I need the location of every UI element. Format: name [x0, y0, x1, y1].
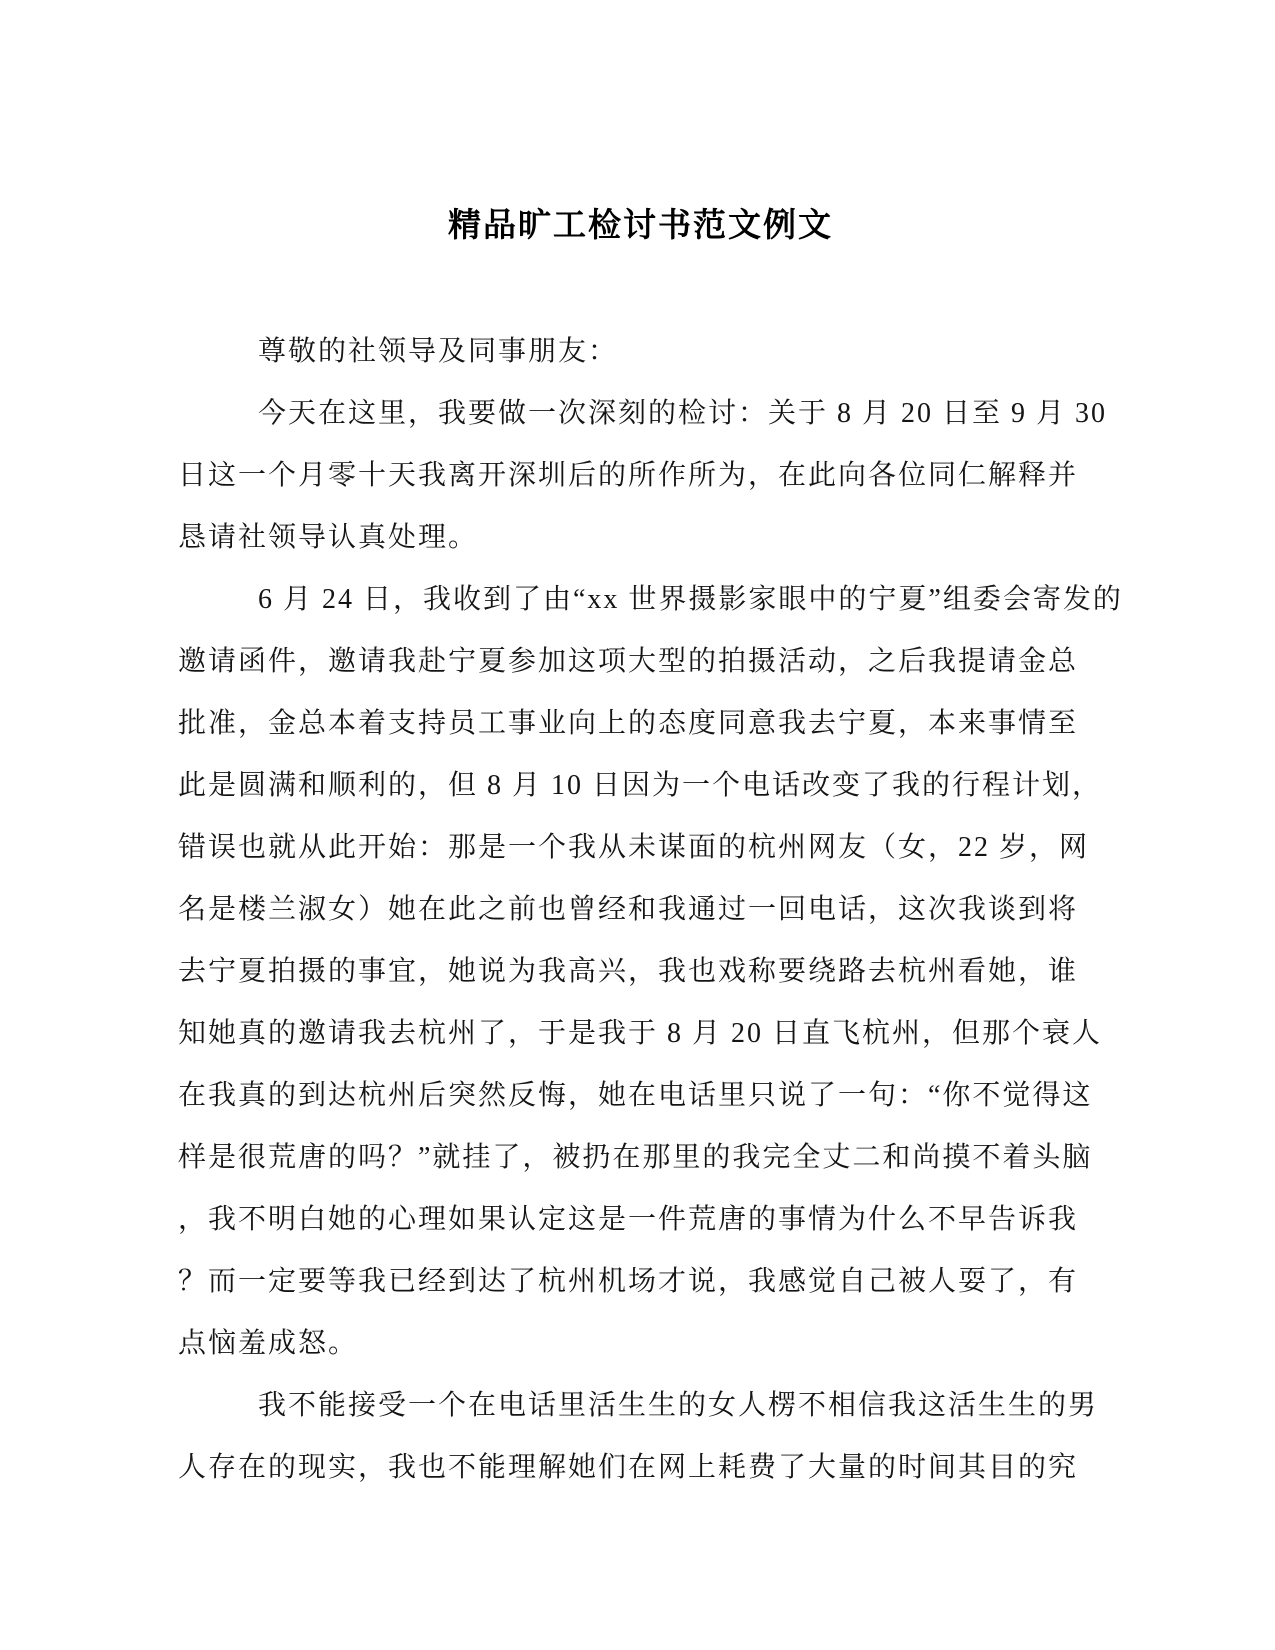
document-line: 尊敬的社领导及同事朋友：	[258, 336, 619, 367]
document-title: 精品旷工检讨书范文例文	[448, 206, 833, 243]
document-line: 恳请社领导认真处理。	[178, 522, 479, 553]
document-line: 今天在这里，我要做一次深刻的检讨：关于 8 月 20 日至 9 月 30	[258, 398, 1108, 429]
document-line: 样是很荒唐的吗？”就挂了，被扔在那里的我完全丈二和尚摸不着头脑	[178, 1142, 1093, 1173]
document-line: 在我真的到达杭州后突然反悔，她在电话里只说了一句：“你不觉得这	[178, 1080, 1093, 1111]
document-line: 名是楼兰淑女）她在此之前也曾经和我通过一回电话，这次我谈到将	[178, 894, 1079, 925]
document-line: 此是圆满和顺利的，但 8 月 10 日因为一个电话改变了我的行程计划，	[178, 770, 1103, 801]
document-line: 批准，金总本着支持员工事业向上的态度同意我去宁夏，本来事情至	[178, 708, 1079, 739]
document-line: 我不能接受一个在电话里活生生的女人楞不相信我这活生生的男	[258, 1390, 1099, 1421]
document-line: 点恼羞成怒。	[178, 1328, 359, 1359]
document-line: 6 月 24 日，我收到了由“xx 世界摄影家眼中的宁夏”组委会寄发的	[258, 584, 1123, 615]
document-line: 人存在的现实，我也不能理解她们在网上耗费了大量的时间其目的究	[178, 1452, 1079, 1483]
document-line: 知她真的邀请我去杭州了，于是我于 8 月 20 日直飞杭州，但那个衰人	[178, 1018, 1103, 1049]
document-line: ？而一定要等我已经到达了杭州机场才说，我感觉自己被人耍了，有	[178, 1266, 1079, 1297]
document-body	[178, 321, 1123, 1499]
document-line: 错误也就从此开始：那是一个我从未谋面的杭州网友（女，22 岁，网	[178, 832, 1090, 863]
document-line: 去宁夏拍摄的事宜，她说为我高兴，我也戏称要绕路去杭州看她，谁	[178, 956, 1079, 987]
document-line: 邀请函件，邀请我赴宁夏参加这项大型的拍摄活动，之后我提请金总	[178, 646, 1079, 677]
document-line: 日这一个月零十天我离开深圳后的所作所为，在此向各位同仁解释并	[178, 460, 1079, 491]
document-line: ，我不明白她的心理如果认定这是一件荒唐的事情为什么不早告诉我	[178, 1204, 1079, 1235]
